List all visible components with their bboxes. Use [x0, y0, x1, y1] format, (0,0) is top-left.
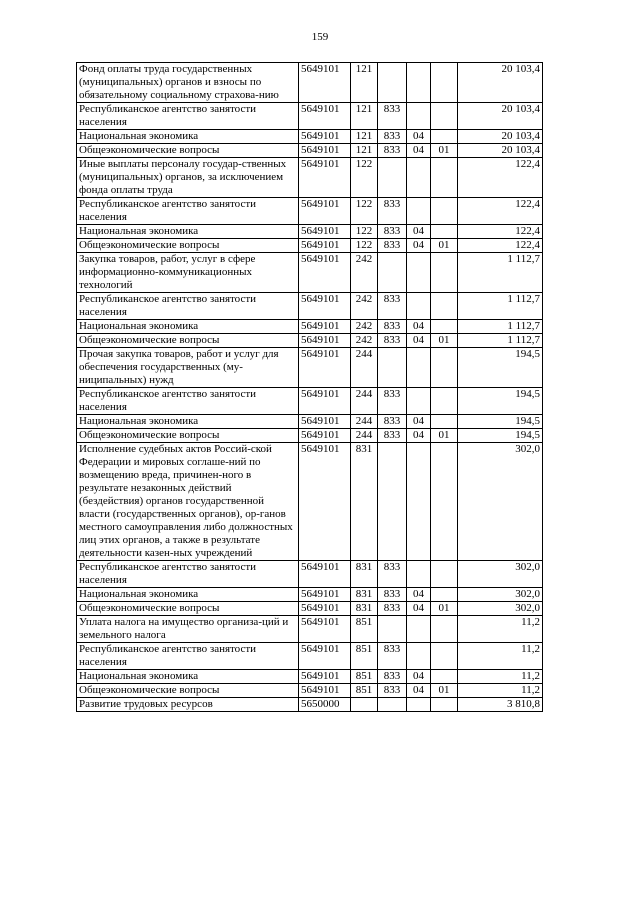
- section-cell: 04: [407, 130, 431, 144]
- subsection-cell: 01: [431, 602, 458, 616]
- administrator-cell: [378, 158, 407, 198]
- table-row: [77, 239, 543, 253]
- section-cell: 04: [407, 588, 431, 602]
- target-article-cell: 5649101: [299, 239, 351, 253]
- subsection-cell: [431, 320, 458, 334]
- table-row: [77, 588, 543, 602]
- amount-cell: 20 103,4: [458, 63, 543, 103]
- target-article-cell: 5649101: [299, 602, 351, 616]
- table-row: [77, 429, 543, 443]
- section-cell: 04: [407, 225, 431, 239]
- item-name-cell: Закупка товаров, работ, услуг в сфере информационно-коммуникационных технологий: [77, 253, 299, 293]
- page-number: 159: [311, 31, 329, 43]
- table-row: [77, 198, 543, 225]
- administrator-cell: 833: [378, 198, 407, 225]
- table-row: [77, 388, 543, 415]
- section-cell: [407, 388, 431, 415]
- administrator-cell: 833: [378, 588, 407, 602]
- administrator-cell: 833: [378, 225, 407, 239]
- expense-type-cell: 851: [351, 616, 378, 643]
- section-cell: 04: [407, 144, 431, 158]
- section-cell: 04: [407, 320, 431, 334]
- expense-type-cell: 831: [351, 443, 378, 561]
- target-article-cell: 5649101: [299, 130, 351, 144]
- expense-type-cell: 244: [351, 348, 378, 388]
- item-name-cell: Национальная экономика: [77, 588, 299, 602]
- subsection-cell: [431, 588, 458, 602]
- target-article-cell: 5649101: [299, 225, 351, 239]
- expense-type-cell: 121: [351, 130, 378, 144]
- target-article-cell: 5649101: [299, 616, 351, 643]
- table-row: [77, 415, 543, 429]
- item-name-cell: Общеэкономические вопросы: [77, 429, 299, 443]
- amount-cell: 194,5: [458, 415, 543, 429]
- administrator-cell: 833: [378, 643, 407, 670]
- section-cell: [407, 616, 431, 643]
- expense-type-cell: 831: [351, 588, 378, 602]
- amount-cell: 122,4: [458, 225, 543, 239]
- target-article-cell: 5649101: [299, 443, 351, 561]
- subsection-cell: [431, 158, 458, 198]
- expense-type-cell: 121: [351, 63, 378, 103]
- expense-type-cell: 851: [351, 670, 378, 684]
- administrator-cell: 833: [378, 103, 407, 130]
- table-row: [77, 293, 543, 320]
- target-article-cell: 5649101: [299, 158, 351, 198]
- expense-type-cell: 851: [351, 643, 378, 670]
- subsection-cell: [431, 130, 458, 144]
- amount-cell: 194,5: [458, 348, 543, 388]
- administrator-cell: 833: [378, 670, 407, 684]
- expense-type-cell: 121: [351, 144, 378, 158]
- amount-cell: 11,2: [458, 616, 543, 643]
- administrator-cell: 833: [378, 320, 407, 334]
- subsection-cell: 01: [431, 334, 458, 348]
- table-row: [77, 698, 543, 712]
- item-name-cell: Уплата налога на имущество организа-ций и земельного налога: [77, 616, 299, 643]
- section-cell: [407, 198, 431, 225]
- target-article-cell: 5650000: [299, 698, 351, 712]
- administrator-cell: [378, 253, 407, 293]
- item-name-cell: Общеэкономические вопросы: [77, 144, 299, 158]
- table-row: [77, 616, 543, 643]
- item-name-cell: Прочая закупка товаров, работ и услуг для обеспечения государственных (му-ниципальных) нужд: [77, 348, 299, 388]
- target-article-cell: 5649101: [299, 198, 351, 225]
- amount-cell: 302,0: [458, 602, 543, 616]
- administrator-cell: 833: [378, 293, 407, 320]
- table-row: [77, 158, 543, 198]
- administrator-cell: 833: [378, 684, 407, 698]
- target-article-cell: 5649101: [299, 320, 351, 334]
- target-article-cell: 5649101: [299, 293, 351, 320]
- subsection-cell: 01: [431, 144, 458, 158]
- administrator-cell: 833: [378, 602, 407, 616]
- table-row: [77, 443, 543, 561]
- item-name-cell: Фонд оплаты труда государственных (муниципальных) органов и взносы по обязательному социальному страхова-нию: [77, 63, 299, 103]
- amount-cell: 194,5: [458, 429, 543, 443]
- subsection-cell: [431, 103, 458, 130]
- item-name-cell: Республиканское агентство занятости населения: [77, 388, 299, 415]
- amount-cell: 194,5: [458, 388, 543, 415]
- expense-type-cell: 244: [351, 415, 378, 429]
- expense-type-cell: 831: [351, 602, 378, 616]
- expense-type-cell: 242: [351, 334, 378, 348]
- target-article-cell: 5649101: [299, 429, 351, 443]
- target-article-cell: 5649101: [299, 253, 351, 293]
- table-row: [77, 130, 543, 144]
- expense-type-cell: 242: [351, 253, 378, 293]
- subsection-cell: [431, 443, 458, 561]
- section-cell: [407, 561, 431, 588]
- amount-cell: 11,2: [458, 670, 543, 684]
- administrator-cell: [378, 443, 407, 561]
- expense-type-cell: 122: [351, 225, 378, 239]
- table-row: [77, 348, 543, 388]
- subsection-cell: [431, 253, 458, 293]
- amount-cell: 20 103,4: [458, 130, 543, 144]
- section-cell: [407, 253, 431, 293]
- item-name-cell: Общеэкономические вопросы: [77, 334, 299, 348]
- expense-type-cell: 122: [351, 198, 378, 225]
- expense-type-cell: [351, 698, 378, 712]
- item-name-cell: Национальная экономика: [77, 225, 299, 239]
- expense-type-cell: 244: [351, 388, 378, 415]
- item-name-cell: Республиканское агентство занятости населения: [77, 643, 299, 670]
- subsection-cell: 01: [431, 239, 458, 253]
- subsection-cell: [431, 198, 458, 225]
- table-row: [77, 684, 543, 698]
- expense-type-cell: 242: [351, 293, 378, 320]
- subsection-cell: [431, 670, 458, 684]
- section-cell: 04: [407, 429, 431, 443]
- amount-cell: 1 112,7: [458, 253, 543, 293]
- table-row: [77, 225, 543, 239]
- amount-cell: 20 103,4: [458, 144, 543, 158]
- expense-type-cell: 244: [351, 429, 378, 443]
- subsection-cell: [431, 63, 458, 103]
- target-article-cell: 5649101: [299, 415, 351, 429]
- administrator-cell: 833: [378, 144, 407, 158]
- item-name-cell: Иные выплаты персоналу государ-ственных (муниципальных) органов, за исключением фонда оплаты труда: [77, 158, 299, 198]
- amount-cell: 122,4: [458, 239, 543, 253]
- subsection-cell: [431, 643, 458, 670]
- section-cell: [407, 158, 431, 198]
- subsection-cell: [431, 348, 458, 388]
- administrator-cell: [378, 616, 407, 643]
- administrator-cell: [378, 698, 407, 712]
- administrator-cell: 833: [378, 429, 407, 443]
- item-name-cell: Общеэкономические вопросы: [77, 602, 299, 616]
- subsection-cell: [431, 293, 458, 320]
- target-article-cell: 5649101: [299, 643, 351, 670]
- item-name-cell: Национальная экономика: [77, 670, 299, 684]
- section-cell: 04: [407, 334, 431, 348]
- table-row: [77, 670, 543, 684]
- table-row: [77, 334, 543, 348]
- subsection-cell: 01: [431, 684, 458, 698]
- administrator-cell: 833: [378, 388, 407, 415]
- target-article-cell: 5649101: [299, 561, 351, 588]
- item-name-cell: Республиканское агентство занятости населения: [77, 293, 299, 320]
- table-row: [77, 561, 543, 588]
- section-cell: [407, 698, 431, 712]
- item-name-cell: Национальная экономика: [77, 130, 299, 144]
- amount-cell: 302,0: [458, 588, 543, 602]
- amount-cell: 1 112,7: [458, 320, 543, 334]
- subsection-cell: 01: [431, 429, 458, 443]
- target-article-cell: 5649101: [299, 670, 351, 684]
- subsection-cell: [431, 415, 458, 429]
- table-row: [77, 253, 543, 293]
- target-article-cell: 5649101: [299, 103, 351, 130]
- section-cell: 04: [407, 415, 431, 429]
- item-name-cell: Общеэкономические вопросы: [77, 684, 299, 698]
- administrator-cell: 833: [378, 334, 407, 348]
- item-name-cell: Республиканское агентство занятости населения: [77, 561, 299, 588]
- administrator-cell: [378, 348, 407, 388]
- amount-cell: 1 112,7: [458, 293, 543, 320]
- section-cell: [407, 103, 431, 130]
- expense-type-cell: 122: [351, 239, 378, 253]
- amount-cell: 302,0: [458, 561, 543, 588]
- target-article-cell: 5649101: [299, 334, 351, 348]
- target-article-cell: 5649101: [299, 348, 351, 388]
- item-name-cell: Республиканское агентство занятости населения: [77, 103, 299, 130]
- table-row: [77, 643, 543, 670]
- section-cell: 04: [407, 684, 431, 698]
- table-row: [77, 103, 543, 130]
- amount-cell: 122,4: [458, 158, 543, 198]
- item-name-cell: Развитие трудовых ресурсов: [77, 698, 299, 712]
- expense-type-cell: 831: [351, 561, 378, 588]
- item-name-cell: Исполнение судебных актов Россий-ской Федерации и мировых соглаше-ний по возмещению вреда, причинен-ного в результате незаконных действий (бездействия) органов государственной власти (государственных органов), ор-ганов местного самоуправления либо должностных лиц этих органов, а также в результате деятельности казен-ных учреждений: [77, 443, 299, 561]
- section-cell: [407, 643, 431, 670]
- expense-type-cell: 122: [351, 158, 378, 198]
- target-article-cell: 5649101: [299, 144, 351, 158]
- administrator-cell: [378, 63, 407, 103]
- budget-table-body: [77, 63, 543, 712]
- section-cell: [407, 293, 431, 320]
- subsection-cell: [431, 225, 458, 239]
- administrator-cell: 833: [378, 239, 407, 253]
- subsection-cell: [431, 388, 458, 415]
- item-name-cell: Республиканское агентство занятости населения: [77, 198, 299, 225]
- expense-type-cell: 121: [351, 103, 378, 130]
- section-cell: [407, 63, 431, 103]
- table-row: [77, 602, 543, 616]
- item-name-cell: Национальная экономика: [77, 415, 299, 429]
- administrator-cell: 833: [378, 415, 407, 429]
- amount-cell: 122,4: [458, 198, 543, 225]
- section-cell: 04: [407, 670, 431, 684]
- target-article-cell: 5649101: [299, 588, 351, 602]
- table-row: [77, 144, 543, 158]
- target-article-cell: 5649101: [299, 63, 351, 103]
- section-cell: [407, 348, 431, 388]
- subsection-cell: [431, 561, 458, 588]
- section-cell: 04: [407, 239, 431, 253]
- amount-cell: 302,0: [458, 443, 543, 561]
- administrator-cell: 833: [378, 561, 407, 588]
- target-article-cell: 5649101: [299, 684, 351, 698]
- amount-cell: 1 112,7: [458, 334, 543, 348]
- budget-table: [76, 62, 543, 712]
- subsection-cell: [431, 616, 458, 643]
- administrator-cell: 833: [378, 130, 407, 144]
- amount-cell: 11,2: [458, 684, 543, 698]
- amount-cell: 20 103,4: [458, 103, 543, 130]
- subsection-cell: [431, 698, 458, 712]
- expense-type-cell: 851: [351, 684, 378, 698]
- expense-type-cell: 242: [351, 320, 378, 334]
- table-row: [77, 63, 543, 103]
- section-cell: [407, 443, 431, 561]
- amount-cell: 11,2: [458, 643, 543, 670]
- amount-cell: 3 810,8: [458, 698, 543, 712]
- target-article-cell: 5649101: [299, 388, 351, 415]
- section-cell: 04: [407, 602, 431, 616]
- item-name-cell: Национальная экономика: [77, 320, 299, 334]
- table-row: [77, 320, 543, 334]
- item-name-cell: Общеэкономические вопросы: [77, 239, 299, 253]
